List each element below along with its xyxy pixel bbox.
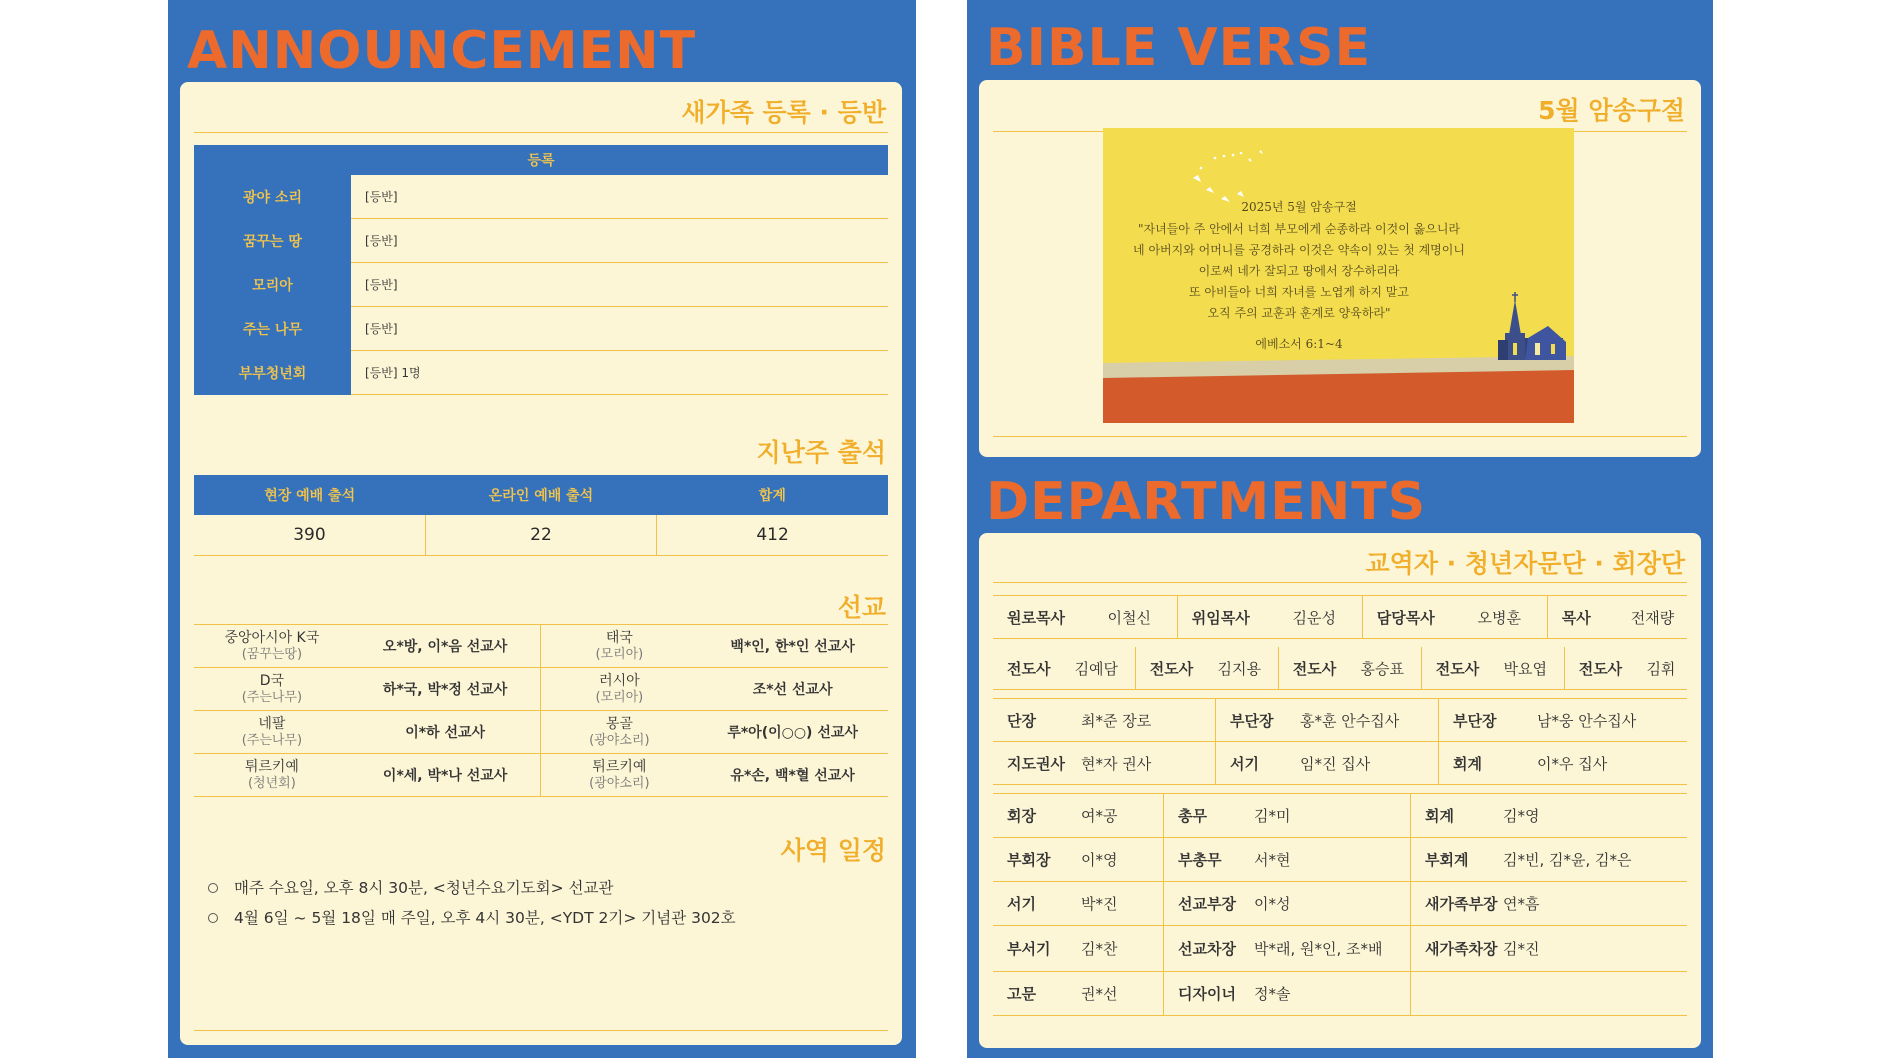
person-name: 홍*훈 안수집사 [1296,699,1439,742]
attendance-heading: 지난주 출석 [756,438,886,467]
group-label: 부부청년회 [194,351,351,395]
group-value: [등반] [351,175,888,219]
role-label: 부회계 [1411,838,1500,882]
sponsor-group: (모리아) [595,689,644,705]
registration-heading: 새가족 등록 · 등반 [681,98,886,127]
registration-table-header: 등록 [194,145,888,175]
role-label: 원로목사 [993,596,1104,639]
person-name: 권*선 [1077,972,1164,1016]
mission-heading: 선교 [837,593,886,622]
country-name: 튀르키예 [592,758,647,775]
mission-country [194,754,350,797]
schedule-list [208,873,736,933]
person-name: 김*찬 [1077,926,1164,972]
person-name: 전재량 [1614,596,1687,639]
group-value: [등반] [351,219,888,263]
role-label: 전도사 [1278,647,1356,690]
mission-country [541,668,697,711]
person-name: 김예담 [1071,647,1136,690]
role-label [1411,972,1500,1016]
circle-bullet-icon [208,883,218,893]
table-row [194,754,888,797]
table-row [993,596,1687,639]
circle-bullet-icon [208,913,218,923]
role-label: 선교부장 [1164,882,1251,926]
group-label: 모리아 [194,263,351,307]
role-label: 전도사 [1564,647,1642,690]
departments-title: DEPARTMENTS [986,472,1427,532]
group-value: [등반] 1명 [351,351,888,395]
person-name: 여*공 [1077,794,1164,838]
right-panel [967,0,1713,1058]
table-row [993,926,1687,972]
announcement-panel [168,0,916,1058]
role-label: 단장 [993,699,1077,742]
missionary-names: 백*인, 한*인 선교사 [697,625,888,668]
role-label: 부총무 [1164,838,1251,882]
person-name: 정*솔 [1250,972,1411,1016]
verse-line: 또 아비들아 너희 자녀를 노엽게 하지 말고 [1189,285,1409,299]
attendance-onsite-value: 390 [194,515,425,556]
role-label: 지도권사 [993,742,1077,785]
role-label: 담당목사 [1362,596,1473,639]
missionary-names: 오*방, 이*음 선교사 [350,625,541,668]
verse-line: 오직 주의 교훈과 훈계로 양육하라" [1207,306,1391,320]
person-name: 박요엽 [1499,647,1564,690]
role-label: 새가족차장 [1411,926,1500,972]
verse-image-title: 2025년 5월 암송구절 [1241,200,1357,214]
birds-icon [1193,150,1263,202]
person-name: 김*영 [1499,794,1687,838]
table-row [993,972,1687,1016]
registration-table [194,145,888,395]
attendance-header-total: 합계 [657,475,888,515]
role-label: 서기 [1216,742,1297,785]
role-label: 부서기 [993,926,1077,972]
person-name: 김지용 [1214,647,1279,690]
person-name: 서*현 [1250,838,1411,882]
mission-country [194,625,350,668]
mission-country [194,668,350,711]
table-row [194,351,888,395]
table-row [993,647,1687,690]
pastors-table [993,595,1687,639]
sponsor-group: (광야소리) [589,732,650,748]
table-row [194,263,888,307]
person-name: 남*웅 안수집사 [1533,699,1687,742]
announcement-card [180,82,902,1045]
country-name: 몽골 [605,715,633,732]
person-name: 김*미 [1250,794,1411,838]
sponsor-group: (주는나무) [241,689,303,705]
country-name: 중앙아시아 K국 [224,629,320,646]
verse-text [1103,198,1495,352]
verse-line: 이로써 네가 잘되고 땅에서 장수하리라 [1198,264,1400,278]
verse-reference: 에베소서 6:1~4 [1255,337,1343,351]
role-label: 위임목사 [1177,596,1288,639]
sponsor-group: (주는나무) [241,732,303,748]
table-row [194,711,888,754]
list-item [208,903,736,933]
role-label: 새가족부장 [1411,882,1500,926]
role-label: 회계 [1439,742,1534,785]
divider [194,1030,888,1031]
sponsor-group: (청년회) [247,775,296,791]
missionary-names: 이*세, 박*나 선교사 [350,754,541,797]
table-row [993,794,1687,838]
country-name: 러시아 [599,672,640,689]
person-name: 김*빈, 김*윤, 김*은 [1499,838,1687,882]
table-row [194,219,888,263]
group-label: 꿈꾸는 땅 [194,219,351,263]
country-name: 네팔 [258,715,286,732]
role-label: 회장 [993,794,1077,838]
officers-table [993,793,1687,1016]
person-name: 최*준 장로 [1077,699,1216,742]
role-label: 목사 [1547,596,1614,639]
bible-verse-card [979,80,1701,457]
announcement-title: ANNOUNCEMENT [187,21,697,81]
table-row [194,175,888,219]
country-name: 태국 [605,629,633,646]
person-name: 박*진 [1077,882,1164,926]
mission-country [541,711,697,754]
verse-line: 네 아버지와 어머니를 공경하라 이것은 약속이 있는 첫 계명이니 [1133,243,1465,257]
missionary-names: 이*하 선교사 [350,711,541,754]
group-label: 광야 소리 [194,175,351,219]
group-label: 주는 나무 [194,307,351,351]
person-name: 오병훈 [1474,596,1548,639]
person-name: 연*흠 [1499,882,1687,926]
sponsor-group: (꿈꾸는땅) [241,646,303,662]
person-name: 홍승표 [1357,647,1422,690]
role-label: 고문 [993,972,1077,1016]
verse-image [1103,128,1574,423]
sponsor-group: (모리아) [595,646,644,662]
schedule-text: 4월 6일 ~ 5월 18일 매 주일, 오후 4시 30분, <YDT 2기> 기념관 302호 [234,909,736,927]
person-name: 이*영 [1077,838,1164,882]
person-name: 현*자 권사 [1077,742,1216,785]
role-label: 회계 [1411,794,1500,838]
attendance-total-value: 412 [657,515,888,556]
person-name: 김휘 [1642,647,1687,690]
role-label: 선교차장 [1164,926,1251,972]
mission-table [194,624,888,797]
sponsor-group: (광야소리) [589,775,650,791]
mission-country [541,754,697,797]
divider [993,436,1687,437]
attendance-header-onsite: 현장 예배 출석 [194,475,425,515]
person-name [1499,972,1687,1016]
verse-line: "자녀들아 주 안에서 너희 부모에게 순종하라 이것이 옳으니라 [1137,222,1461,236]
attendance-header-online: 온라인 예배 출석 [425,475,656,515]
role-label: 부단장 [1216,699,1297,742]
role-label: 부단장 [1439,699,1534,742]
schedule-heading: 사역 일정 [780,836,886,865]
table-row [993,838,1687,882]
role-label: 서기 [993,882,1077,926]
attendance-table [194,475,888,556]
missionary-names: 조*선 선교사 [697,668,888,711]
advisors-table [993,698,1687,785]
evangelists-table [993,647,1687,690]
table-row [993,882,1687,926]
person-name: 이*성 [1250,882,1411,926]
person-name: 김운성 [1289,596,1363,639]
church-icon [1498,292,1566,360]
departments-card [979,533,1701,1048]
country-name: D국 [259,672,285,689]
table-row [194,625,888,668]
person-name: 임*진 집사 [1296,742,1439,785]
missionary-names: 유*손, 백*혈 선교사 [697,754,888,797]
table-row [194,515,888,556]
person-name: 박*래, 원*인, 조*배 [1250,926,1411,972]
mission-country [541,625,697,668]
role-label: 전도사 [1421,647,1499,690]
divider [194,132,888,133]
missionary-names: 루*아(이○○) 선교사 [697,711,888,754]
divider [993,582,1687,583]
list-item [208,873,736,903]
role-label: 전도사 [1135,647,1213,690]
table-row [993,699,1687,742]
group-value: [등반] [351,263,888,307]
role-label: 총무 [1164,794,1251,838]
role-label: 전도사 [993,647,1071,690]
verse-heading: 5월 암송구절 [1538,96,1685,125]
departments-heading: 교역자 · 청년자문단 · 회장단 [1365,549,1685,578]
person-name: 이철신 [1104,596,1178,639]
bible-verse-title: BIBLE VERSE [986,18,1372,78]
missionary-names: 하*국, 박*정 선교사 [350,668,541,711]
table-row [993,742,1687,785]
role-label: 디자이너 [1164,972,1251,1016]
mission-country [194,711,350,754]
country-name: 튀르키예 [244,758,299,775]
person-name: 이*우 집사 [1533,742,1687,785]
attendance-online-value: 22 [425,515,656,556]
table-row [194,307,888,351]
schedule-text: 매주 수요일, 오후 8시 30분, <청년수요기도회> 선교관 [234,879,614,897]
role-label: 부회장 [993,838,1077,882]
group-value: [등반] [351,307,888,351]
person-name: 김*진 [1499,926,1687,972]
table-row [194,668,888,711]
